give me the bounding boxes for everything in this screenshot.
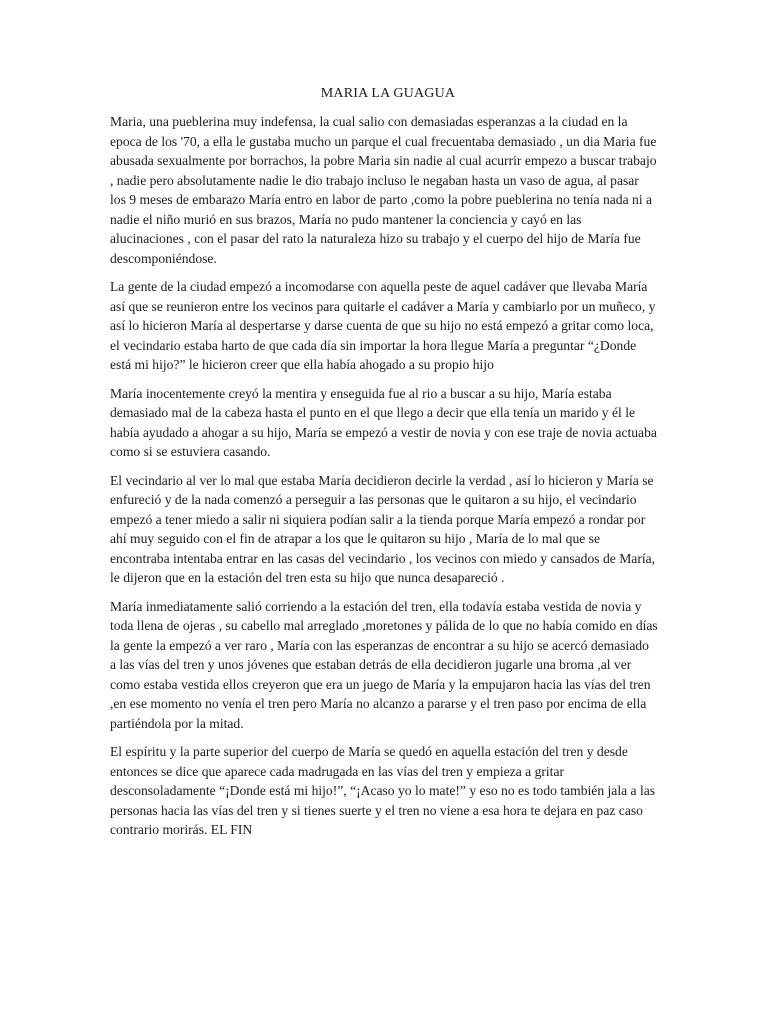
document-title: MARIA LA GUAGUA bbox=[320, 86, 456, 101]
paragraph-1: Maria, una pueblerina muy indefensa, la cual salio con demasiadas esperanzas a la ciudad en la epoca de los '70, a ella le gustaba mucho un parque el cual frecuentaba demasiado , un dia Maria fue abusada sexualmente por borrachos, la pobre Maria sin nadie al cual acurrir empezo a buscar trabajo , nadie pero absolutamente nadie le dio trabajo incluso le negaban hasta un vaso de agua, al pasar los 9 meses de embarazo María entro en labor de parto ,como la pobre pueblerina no tenía nada ni a nadie el niño murió en sus brazos, María no pudo mantener la conciencia y cayó en las alucinaciones , con el pasar del rato la naturaleza hizo su trabajo y el cuerpo del hijo de María fue descomponiéndose. bbox=[110, 114, 657, 266]
paragraph-5: María inmediatamente salió corriendo a la estación del tren, ella todavía estaba vestida de novia y toda llena de ojeras , su cabello mal arreglado ,moretones y pálida de lo que no había comido en días la gente la empezó a ver raro , María con las esperanzas de encontrar a su hijo se acercó demasiado a las vías del tren y unos jóvenes que estaban detrás de ella decidieron jugarle una broma ,al ver como estaba vestida ellos creyeron que era un juego de María y la empujaron hacia las vías del tren ,en ese momento no venía el tren pero María no alcanzo a pararse y el tren paso por encima de ella partiéndola por la mitad. bbox=[110, 598, 658, 731]
paragraph-4: El vecindario al ver lo mal que estaba María decidieron decirle la verdad , así lo hicieron y María se enfureció y de la nada comenzó a perseguir a las personas que le quitaron a su hijo, el vecindario empezó a tener miedo a salir ni siquiera podían salir a la tienda porque María empezó a rondar por ahí muy seguido con el fin de atrapar a los que le quitaron su hijo , María de lo mal que se encontraba intentaba entrar en las casas del vecindario , los vecinos con miedo y cansados de María, le dijeron que en la estación del tren esta su hijo que nunca desapareció . bbox=[110, 472, 656, 585]
paragraph-2: La gente de la ciudad empezó a incomodarse con aquella peste de aquel cadáver que llevaba María así que se reunieron entre los vecinos para quitarle el cadáver a María y cambiarlo por un muñeco, y así lo hicieron María al despertarse y darse cuenta de que su hijo no está empezó a gritar como loca, el vecindario estaba harto de que cada día sin importar la hora llegue María a preguntar “¿Donde está mi hijo?” le hicieron creer que ella había ahogado a su propio hijo bbox=[110, 279, 656, 372]
paragraph-6: El espíritu y la parte superior del cuerpo de María se quedó en aquella estación del tren y desde entonces se dice que aparece cada madrugada en las vías del tren y empieza a gritar desconsoladamente “¡Donde está mi hijo!”, “¡Acaso yo lo mate!” y eso no es todo también jala a las personas hacia las vías del tren y si tienes suerte y el tren no viene a esa hora te dejara en paz caso contrario morirás. EL FIN bbox=[110, 744, 656, 837]
paragraph-3: María inocentemente creyó la mentira y enseguida fue al rio a buscar a su hijo, María estaba demasiado mal de la cabeza hasta el punto en el que llego a decir que ella tenía un marido y él le había ayudado a ahogar a su hijo, María se empezó a vestir de novia y con ese traje de novia actuaba como si se estuviera casando. bbox=[110, 385, 657, 459]
document-page bbox=[110, 84, 658, 849]
